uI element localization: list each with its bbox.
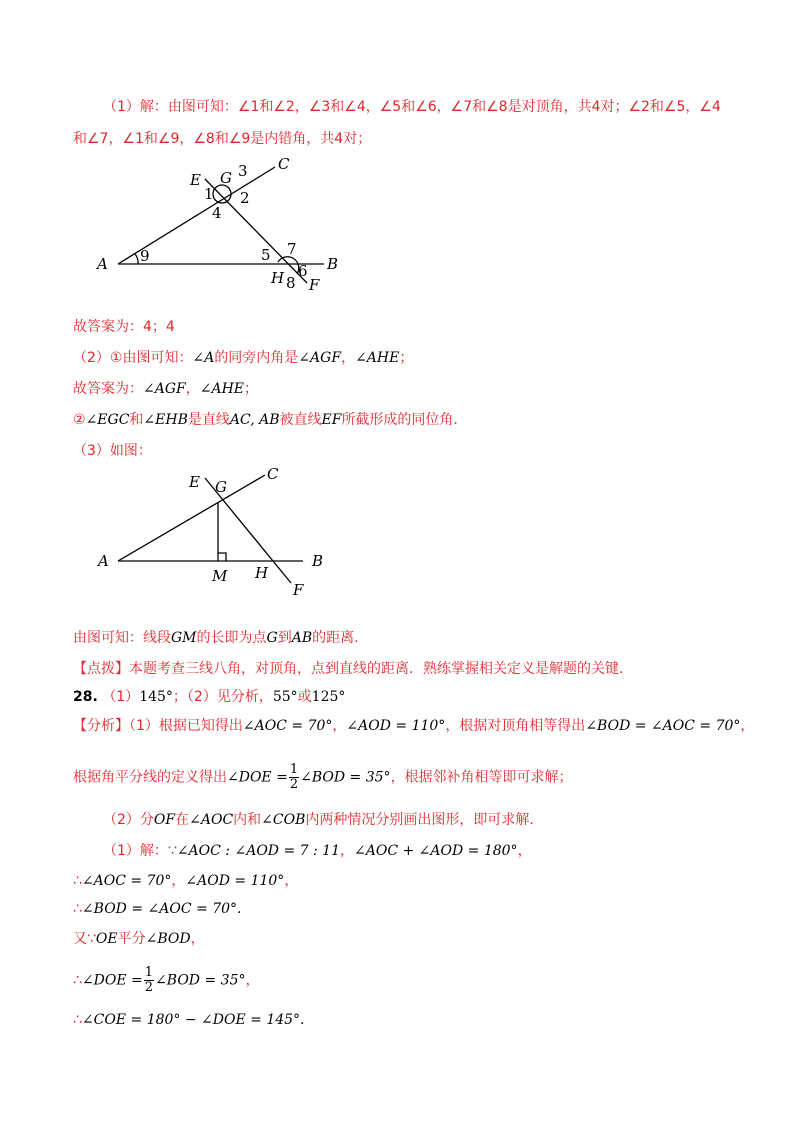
p1-line-b: 和∠7，∠1和∠9，∠8和∠9是内错角，共4对； xyxy=(73,131,372,147)
label-H: H xyxy=(255,564,269,582)
label-G: G xyxy=(215,478,227,496)
arc-a xyxy=(135,254,138,264)
label-B: B xyxy=(312,552,324,570)
label-3: 3 xyxy=(238,162,248,180)
figure-1 xyxy=(95,152,355,292)
sol-line-6: ∴∠COE = 180° − ∠DOE = 145°. xyxy=(73,1012,305,1028)
dianbo: 【点拨】本题考查三线八角，对顶角，点到直线的距离．熟练掌握相关定义是解题的关键． xyxy=(73,661,633,677)
p1-line-a: （1）解：由图可知：∠1和∠2，∠3和∠4，∠5和∠6，∠7和∠8是对顶角，共4对；∠2和∠5，∠4 xyxy=(103,99,721,115)
line-ef xyxy=(205,179,307,283)
label-F: F xyxy=(293,581,304,599)
q2-line-1: （2）①由图可知：∠A的同旁内角是∠AGF，∠AHE； xyxy=(73,350,414,366)
q28-answer: 28. （1）145°；（2）见分析，55°或125° xyxy=(73,689,346,705)
sol-line-2: ∴∠AOC = 70°，∠AOD = 110°， xyxy=(73,873,299,889)
fraction-half: $\frac{1}{2}$ xyxy=(144,965,154,995)
label-C: C xyxy=(267,465,279,483)
label-2: 2 xyxy=(240,189,250,207)
label-6: 6 xyxy=(298,262,308,280)
label-C: C xyxy=(278,155,290,173)
label-E: E xyxy=(189,473,200,491)
label-M: M xyxy=(212,567,228,585)
label-G: G xyxy=(220,169,232,187)
label-A: A xyxy=(97,255,108,273)
label-B: B xyxy=(327,255,339,273)
q3-label: （3）如图： xyxy=(73,443,152,459)
q2-line-3: ②∠EGC和∠EHB是直线AC, AB被直线EF所截形成的同位角. xyxy=(73,412,458,428)
fraction-half: $\frac{1}{2}$ xyxy=(289,762,299,792)
fenxi-line-3: （2）分OF在∠AOC内和∠COB内两种情况分别画出图形，即可求解. xyxy=(103,812,534,828)
q2-line-2: 故答案为：∠AGF，∠AHE； xyxy=(73,381,259,397)
label-7: 7 xyxy=(287,240,297,258)
label-H: H xyxy=(271,269,285,287)
fenxi-line-1: 【分析】（1）根据已知得出∠AOC = 70°，∠AOD = 110°，根据对顶角相等得出∠BOD = ∠AOC = 70°， xyxy=(73,718,755,734)
label-9: 9 xyxy=(140,247,150,265)
answer-1: 故答案为：4；4 xyxy=(73,319,175,335)
figure-2 xyxy=(95,465,335,600)
gm-statement: 由图可知：线段GM的长即为点G到AB的距离. xyxy=(73,630,359,646)
sol-line-1: （1）解：∵∠AOC : ∠AOD = 7 : 11，∠AOC + ∠AOD = 180°， xyxy=(103,843,532,859)
sol-line-4: 又∵OE平分∠BOD， xyxy=(73,931,205,947)
label-1: 1 xyxy=(204,185,214,203)
sol-line-5: ∴∠DOE = $\frac{1}{2}$ ∠BOD = 35°， xyxy=(73,965,260,995)
label-F: F xyxy=(309,276,320,292)
label-A: A xyxy=(98,552,109,570)
label-8: 8 xyxy=(286,274,296,292)
fenxi-line-2: 根据角平分线的定义得出∠DOE = $\frac{1}{2}$ ∠BOD = 35°，根据邻补角相等即可求解； xyxy=(73,762,573,792)
right-angle-mark xyxy=(218,553,226,561)
label-4: 4 xyxy=(212,204,222,222)
label-E: E xyxy=(190,171,201,189)
sol-line-3: ∴∠BOD = ∠AOC = 70°. xyxy=(73,901,242,917)
label-5: 5 xyxy=(261,246,271,264)
